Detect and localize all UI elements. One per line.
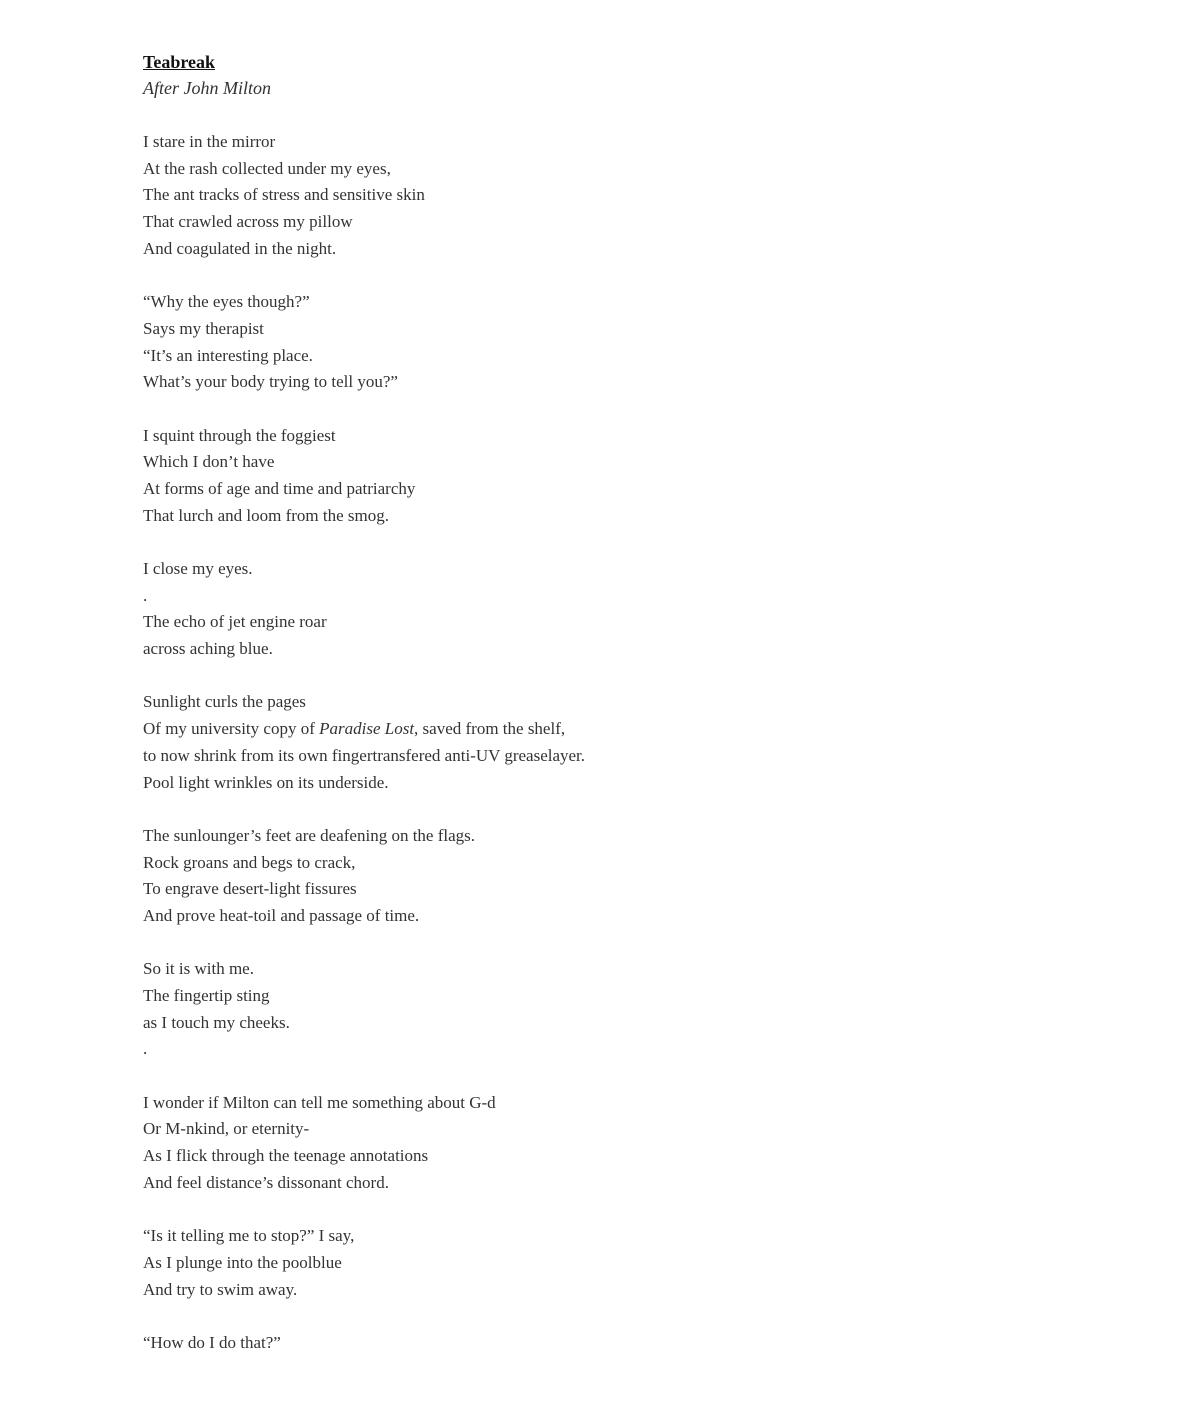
poem-line: And try to swim away. <box>143 1279 298 1299</box>
poem-subtitle: After John Milton <box>143 78 271 98</box>
poem-line: Or M-nkind, or eternity- <box>143 1119 310 1139</box>
poem-line: I wonder if Milton can tell me something about G-d <box>143 1092 496 1112</box>
poem-line <box>143 716 1043 743</box>
stanza-1 <box>143 129 1043 262</box>
poem-line: as I touch my cheeks. <box>143 1012 290 1032</box>
poem-line: across aching blue. <box>143 639 273 659</box>
poem-line: Pool light wrinkles on its underside. <box>143 772 389 792</box>
stanza-8 <box>143 1090 1043 1197</box>
poem-line: At the rash collected under my eyes, <box>143 158 391 178</box>
stanza-7 <box>143 956 1043 1063</box>
poem-line: “How do I do that?” <box>143 1332 281 1352</box>
poem-line: The fingertip sting <box>143 986 270 1005</box>
poem-page <box>143 49 1043 1383</box>
line-text: , saved from the shelf, <box>414 719 566 739</box>
stanza-2 <box>143 289 1043 396</box>
spacer <box>143 101 1043 129</box>
poem-line: The echo of jet engine roar <box>143 612 327 632</box>
poem-line: “Why the eyes though?” <box>143 292 310 312</box>
poem-line: The ant tracks of stress and sensitive skin <box>143 185 425 205</box>
poem-line: “It’s an interesting place. <box>143 345 313 365</box>
poem-line: Rock groans and begs to crack, <box>143 852 356 872</box>
book-title: Paradise Lost <box>319 719 415 739</box>
stanza-5 <box>143 689 1043 796</box>
poem-line: To engrave desert-light fissures <box>143 879 357 899</box>
poem-line: “Is it telling me to stop?” I say, <box>143 1226 355 1246</box>
poem-line: At forms of age and time and patriarchy <box>143 478 416 498</box>
poem-line: I stare in the mirror <box>143 132 276 151</box>
poem-line: Sunlight curls the pages <box>143 692 306 712</box>
stanza-4 <box>143 556 1043 663</box>
poem-line: The sunlounger’s feet are deafening on the flags. <box>143 825 476 845</box>
poem-line: I squint through the foggiest <box>143 425 336 445</box>
stanza-6 <box>143 823 1043 930</box>
stanza-9 <box>143 1223 1043 1303</box>
poem-line: As I plunge into the poolblue <box>143 1252 342 1272</box>
poem-line: And prove heat-toil and passage of time. <box>143 905 420 925</box>
poem-line: And feel distance’s dissonant chord. <box>143 1172 389 1192</box>
poem-line: What’s your body trying to tell you?” <box>143 372 398 392</box>
poem-line: . <box>143 1039 148 1059</box>
poem-line: Says my therapist <box>143 318 264 338</box>
poem-line: As I flick through the teenage annotations <box>143 1146 429 1166</box>
poem-line: . <box>143 585 148 605</box>
stanza-3 <box>143 423 1043 530</box>
line-text: Of my university copy of <box>143 719 320 739</box>
poem-line: Which I don’t have <box>143 452 275 472</box>
poem-line: So it is with me. <box>143 959 254 979</box>
poem-line: That lurch and loom from the smog. <box>143 505 389 525</box>
poem-line: That crawled across my pillow <box>143 212 353 232</box>
poem-title: Teabreak <box>143 52 216 72</box>
poem-line: to now shrink from its own fingertransfered anti-UV greaselayer. <box>143 745 586 765</box>
poem-line: I close my eyes. <box>143 559 253 578</box>
stanza-10 <box>143 1330 1043 1357</box>
poem-line: And coagulated in the night. <box>143 238 337 258</box>
